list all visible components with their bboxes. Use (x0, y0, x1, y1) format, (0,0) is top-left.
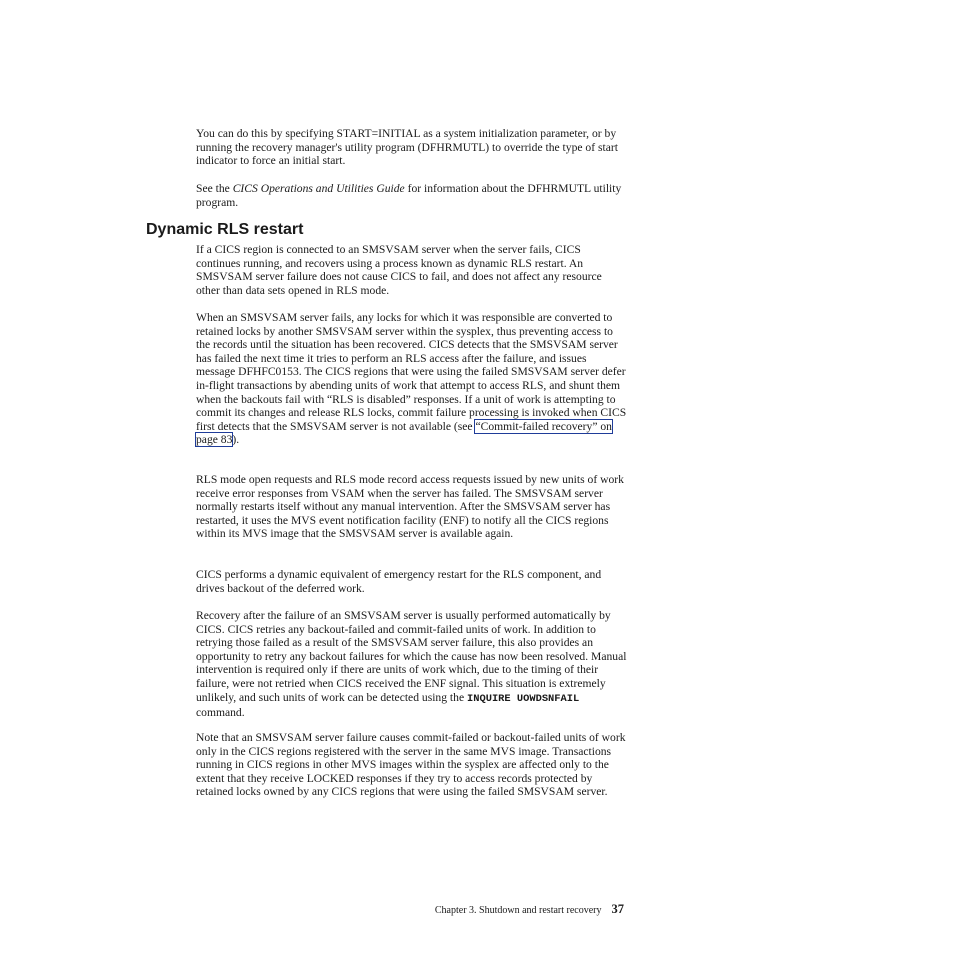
section-paragraph-2 (196, 311, 628, 447)
page-number: 37 (611, 902, 624, 916)
section-p2-pre: When an SMSVSAM server fails, any locks for which it was responsible are converted to retained locks by another SMSVSAM server within the sysplex, thus preventing access to the records until the situation has been recovered. CICS detects that the SMSVSAM server has failed the next time it tries to perform an RLS access after the failure, and issues message DFHFC0153. The CICS regions that were using the failed SMSVSAM server defer in-flight transactions by abending units of work that attempt to access RLS, and shunt them when the backouts fail with “RLS is disabled” responses. If a unit of work is attempting to commit its changes and release RLS locks, commit failure processing is invoked when CICS first detects that the SMSVSAM server is not available (see (196, 311, 627, 433)
commit-failed-recovery-link[interactable]: “Commit-failed recovery” on page 83 (196, 419, 612, 447)
intro-p2-pre: See the (196, 182, 233, 195)
section-p5-post: command. (196, 706, 245, 720)
section-p5-pre: Recovery after the failure of an SMSVSAM server is usually performed automatically by CICS. CICS retries any backout-failed and commit-failed units of work. In addition to retrying those failed as a result of the SMSVSAM server failure, this also provides an opportunity to retry any backout failures for which the cause has now been resolved. Manual intervention is required only if there are units of work which, due to the timing of their failure, were not retried when CICS received the ENF signal. This situation is extremely unlikely, and such units of work can be detected using the (196, 609, 627, 704)
section-paragraph-3: RLS mode open requests and RLS mode record access requests issued by new units of work receive error responses from VSAM when the server has failed. The SMSVSAM server normally restarts itself without any manual intervention. After the SMSVSAM server has restarted, it uses the MVS event notification facility (ENF) to notify all the CICS regions within its MVS image that the SMSVSAM server is available again. (196, 473, 624, 541)
intro-paragraph-1: You can do this by specifying START=INITIAL as a system initialization parameter, or by running the recovery manager's utility program (DFHRMUTL) to override the type of start indicator to force an initial start. (196, 127, 618, 168)
inquire-command: INQUIRE UOWDSNFAIL (467, 692, 580, 705)
section-paragraph-5 (196, 609, 628, 720)
section-paragraph-6: Note that an SMSVSAM server failure causes commit-failed or backout-failed units of work only in the CICS regions registered with the server in the same MVS image. Transactions running in CICS regions in other MVS images within the sysplex are affected only to the extent that they receive LOCKED responses if they try to access records protected by retained locks owned by any CICS regions that were using the failed SMSVSAM server. (196, 731, 626, 799)
section-p2-post: ). (232, 433, 240, 447)
section-heading: Dynamic RLS restart (146, 221, 304, 238)
section-paragraph-1: If a CICS region is connected to an SMSVSAM server when the server fails, CICS continues running, and recovers using a process known as dynamic RLS restart. An SMSVSAM server failure does not cause CICS to fail, and does not affect any resource other than data sets opened in RLS mode. (196, 243, 602, 297)
section-paragraph-4: CICS performs a dynamic equivalent of emergency restart for the RLS component, and drives backout of the deferred work. (196, 568, 602, 595)
page-footer (360, 902, 624, 918)
guide-title: CICS Operations and Utilities Guide (232, 182, 405, 195)
intro-p2-post: for information about the DFHRMUTL utility program. (196, 182, 622, 209)
intro-paragraph-2 (196, 182, 628, 209)
chapter-label: Chapter 3. Shutdown and restart recovery (434, 905, 602, 916)
